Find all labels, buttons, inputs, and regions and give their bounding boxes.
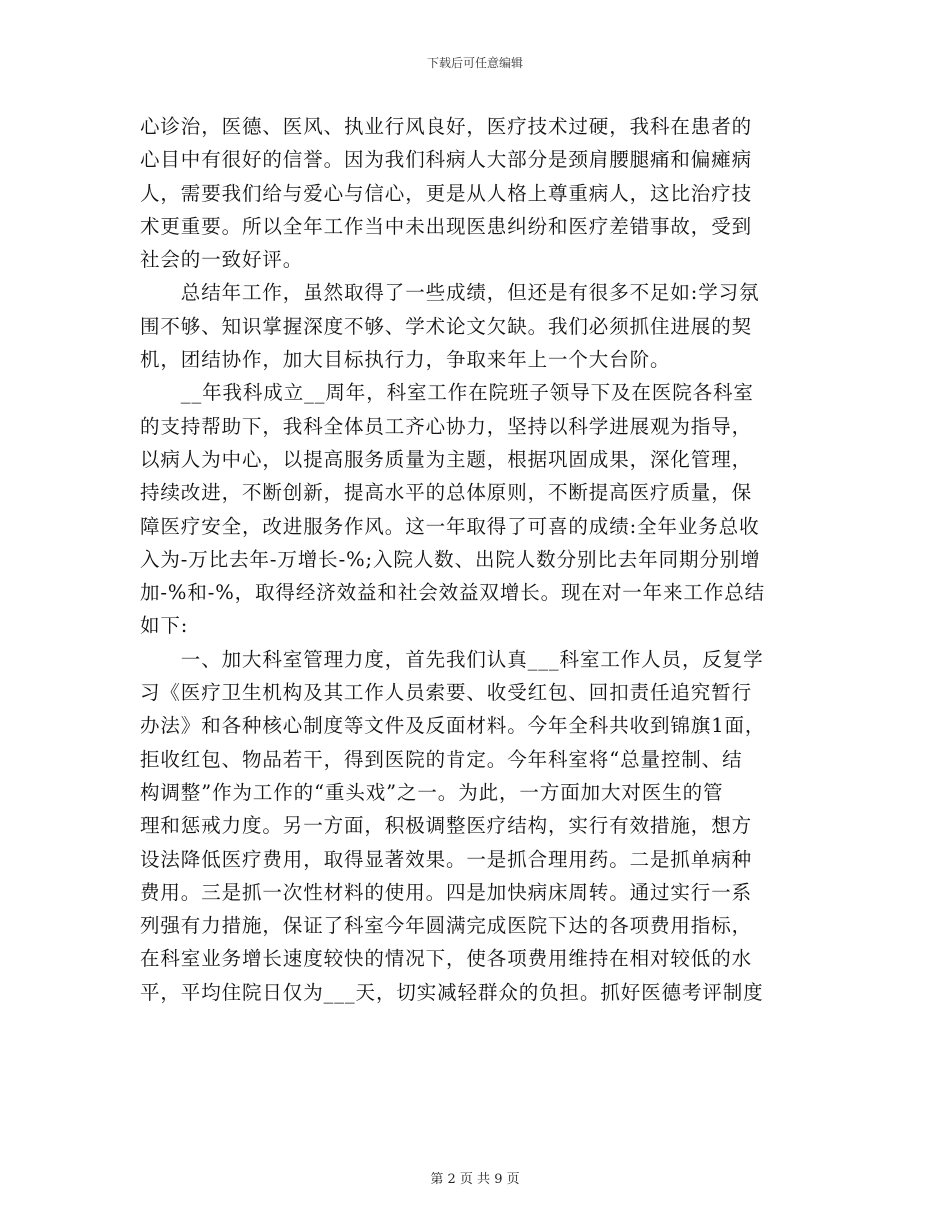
paragraph-2 [140, 276, 810, 376]
text-line: 拒收红包、物品若干，得到医院的肯定。今年科室将“总量控制、结 [140, 747, 743, 771]
paragraph-4 [140, 643, 810, 1009]
text-line: __年我科成立__周年，科室工作在院班子领导下及在医院各科室 [140, 381, 754, 405]
paragraph-1 [140, 110, 810, 276]
text-line: 人，需要我们给与爱心与信心，更是从人格上尊重病人，这比治疗技 [140, 181, 753, 205]
text-line: 持续改进，不断创新，提高水平的总体原则，不断提高医疗质量，保 [140, 481, 753, 505]
text-line: 总结年工作，虽然取得了一些成绩，但还是有很多不足如:学习氛 [140, 281, 760, 305]
text-line: 在科室业务增长速度较快的情况下，使各项费用维持在相对较低的水 [140, 947, 753, 971]
paragraph-3 [140, 376, 810, 642]
text-line: 平，平均住院日仅为___天，切实减轻群众的负担。抓好医德考评制度 [140, 980, 764, 1004]
page-number: 第 2 页 共 9 页 [430, 1172, 520, 1187]
text-line: 术更重要。所以全年工作当中未出现医患纠纷和医疗差错事故，受到 [140, 214, 753, 238]
text-line: 设法降低医疗费用，取得显著效果。一是抓合理用药。二是抓单病种 [140, 847, 753, 871]
text-line: 心诊治，医德、医风、执业行风良好，医疗技术过硬，我科在患者的 [140, 115, 753, 138]
text-line: 机，团结协作，加大目标执行力，争取来年上一个大台阶。 [140, 348, 671, 372]
text-line: 心目中有很好的信誉。因为我们科病人大部分是颈肩腰腿痛和偏瘫病 [140, 148, 753, 172]
text-line: 障医疗安全，改进服务作风。这一年取得了可喜的成绩:全年业务总收 [140, 514, 760, 538]
text-line: 以病人为中心，以提高服务质量为主题，根据巩固成果，深化管理， [140, 447, 753, 471]
text-line: 围不够、知识掌握深度不够、学术论文欠缺。我们必须抓住进展的契 [140, 314, 753, 338]
page-header: 下载后可任意编辑 [426, 56, 523, 70]
text-line: 构调整”作为工作的“重头戏”之一。为此，一方面加大对医生的管 [140, 780, 724, 804]
text-line: 列强有力措施，保证了科室今年圆满完成医院下达的各项费用指标， [140, 914, 753, 938]
text-line: 社会的一致好评。 [140, 248, 304, 272]
text-line: 入为-万比去年-万增长-%;入院人数、出院人数分别比去年同期分别增 [140, 547, 761, 571]
text-line: 理和惩戒力度。另一方面，积极调整医疗结构，实行有效措施，想方 [140, 814, 753, 838]
text-line: 办法》和各种核心制度等文件及反面材料。今年全科共收到锦旗1面， [140, 714, 766, 738]
text-line: 的支持帮助下，我科全体员工齐心协力，坚持以科学进展观为指导， [140, 414, 753, 438]
document-body [140, 110, 810, 1009]
text-line: 一、加大科室管理力度，首先我们认真___科室工作人员，反复学 [140, 647, 764, 671]
text-line: 如下: [140, 614, 189, 638]
text-line: 费用。三是抓一次性材料的使用。四是加快病床周转。通过实行一系 [140, 880, 753, 904]
text-line: 加-%和-%，取得经济效益和社会效益双增长。现在对一年来工作总结 [140, 581, 766, 605]
text-line: 习《医疗卫生机构及其工作人员索要、收受红包、回扣责任追究暂行 [140, 681, 753, 705]
